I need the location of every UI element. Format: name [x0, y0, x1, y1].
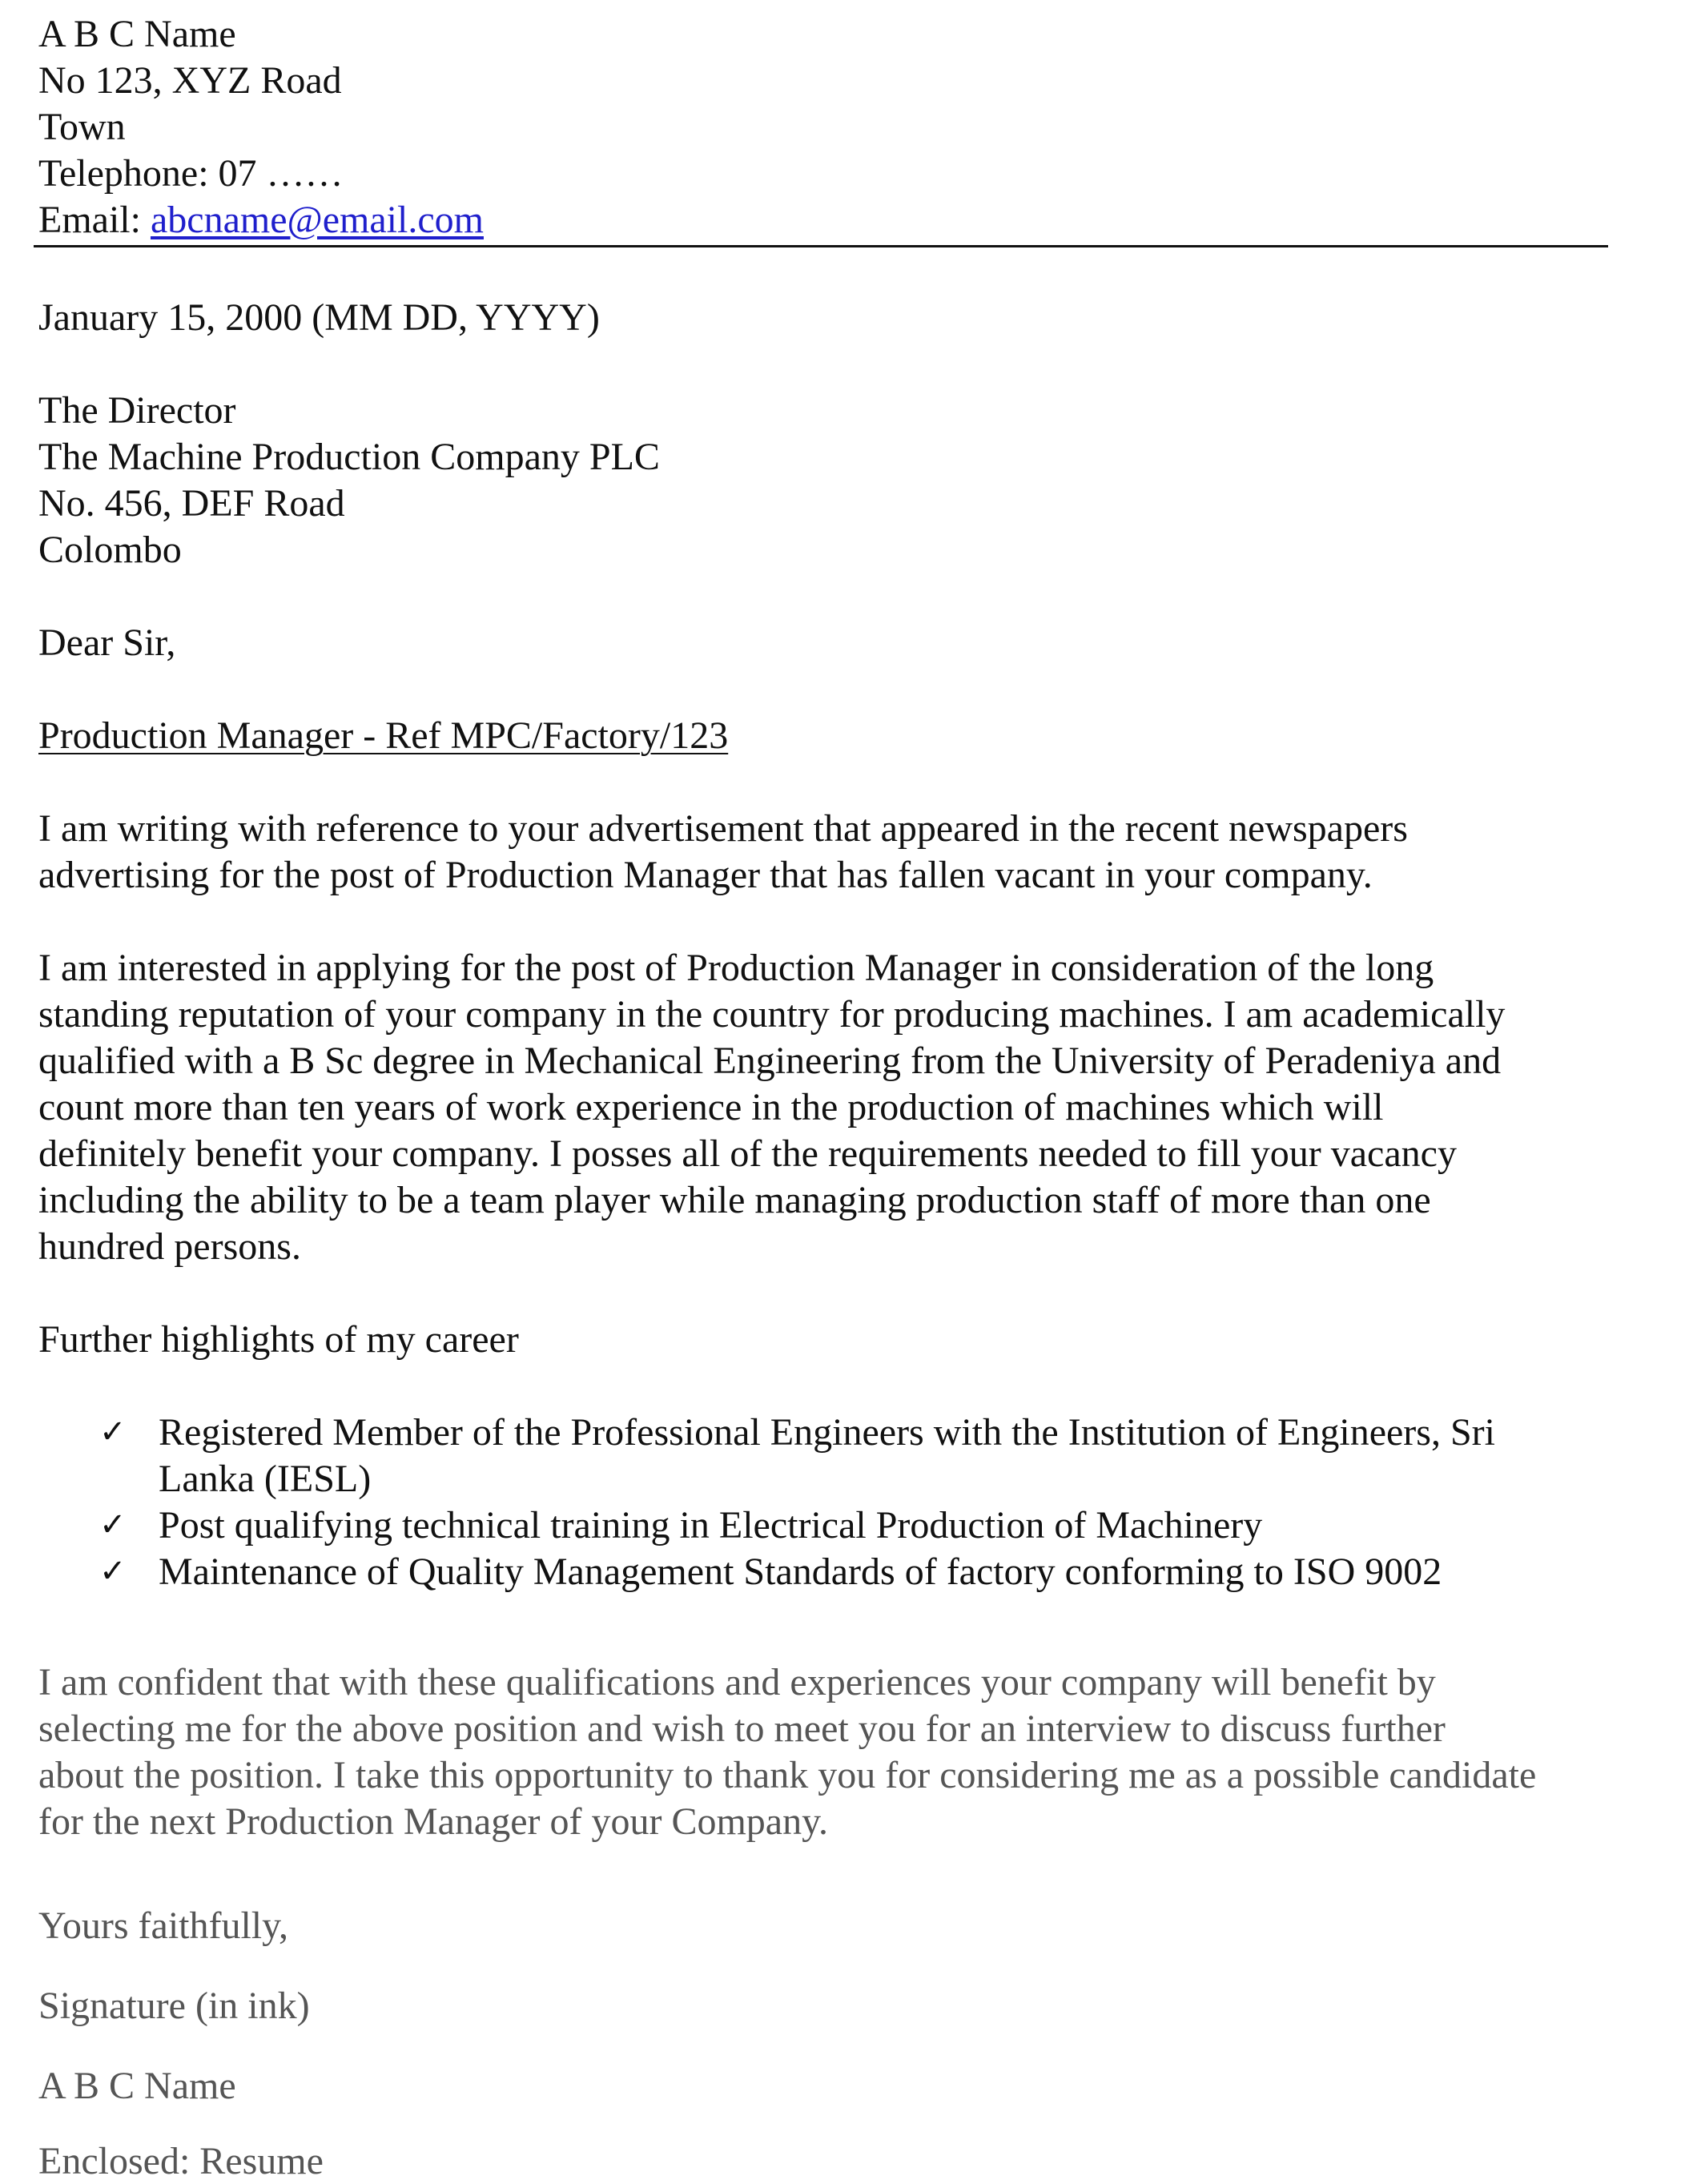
sender-name: A B C Name	[38, 13, 236, 55]
checkmark-icon: ✓	[99, 1506, 127, 1543]
email-label: Email:	[38, 199, 151, 241]
recipient-title: The Director	[38, 389, 236, 432]
paragraph1-line: advertising for the post of Production Manager that has fallen vacant in your company.	[38, 854, 1373, 896]
email-link[interactable]: abcname@email.com	[150, 199, 484, 241]
highlights-intro: Further highlights of my career	[38, 1318, 519, 1361]
signature-placeholder: Signature (in ink)	[38, 1985, 310, 2027]
salutation: Dear Sir,	[38, 621, 176, 664]
highlight-item: Registered Member of the Professional Engineers with the Institution of Engineers, Sri	[159, 1411, 1495, 1454]
paragraph2-line: qualified with a B Sc degree in Mechanical Engineering from the University of Peradeniya and	[38, 1040, 1502, 1082]
header-divider	[34, 245, 1608, 247]
recipient-company: The Machine Production Company PLC	[38, 436, 660, 478]
paragraph3-line: I am confident that with these qualifications and experiences your company will benefit by	[38, 1661, 1436, 1703]
paragraph2-line: hundred persons.	[38, 1225, 301, 1268]
sender-telephone: Telephone: 07 ……	[38, 152, 344, 195]
paragraph2-line: I am interested in applying for the post of Production Manager in consideration of the long	[38, 947, 1434, 989]
checkmark-icon: ✓	[99, 1414, 127, 1450]
checkmark-icon: ✓	[99, 1553, 127, 1590]
recipient-address: No. 456, DEF Road	[38, 482, 345, 525]
paragraph2-line: count more than ten years of work experience in the production of machines which will	[38, 1086, 1384, 1128]
paragraph2-line: standing reputation of your company in the country for producing machines. I am academically	[38, 993, 1506, 1036]
highlight-item-continuation: Lanka (IESL)	[159, 1458, 372, 1500]
enclosure-note: Enclosed: Resume	[38, 2140, 324, 2182]
sender-town: Town	[38, 106, 126, 148]
closing: Yours faithfully,	[38, 1904, 289, 1947]
recipient-city: Colombo	[38, 529, 182, 571]
paragraph2-line: definitely benefit your company. I posses all of the requirements needed to fill your vacancy	[38, 1132, 1457, 1175]
signer-name: A B C Name	[38, 2065, 236, 2107]
sender-email-line	[38, 197, 484, 243]
paragraph3-line: about the position. I take this opportunity to thank you for considering me as a possible candidate	[38, 1754, 1537, 1796]
highlight-item: Post qualifying technical training in Electrical Production of Machinery	[159, 1504, 1263, 1546]
paragraph1-line: I am writing with reference to your advertisement that appeared in the recent newspapers	[38, 807, 1408, 850]
paragraph3-line: for the next Production Manager of your Company.	[38, 1800, 828, 1843]
letter-date: January 15, 2000 (MM DD, YYYY)	[38, 296, 600, 339]
subject-line: Production Manager - Ref MPC/Factory/123	[38, 714, 729, 757]
paragraph2-line: including the ability to be a team player while managing production staff of more than one	[38, 1179, 1431, 1221]
paragraph3-line: selecting me for the above position and wish to meet you for an interview to discuss further	[38, 1707, 1446, 1750]
highlight-item: Maintenance of Quality Management Standards of factory conforming to ISO 9002	[159, 1551, 1442, 1593]
sender-address: No 123, XYZ Road	[38, 59, 342, 102]
